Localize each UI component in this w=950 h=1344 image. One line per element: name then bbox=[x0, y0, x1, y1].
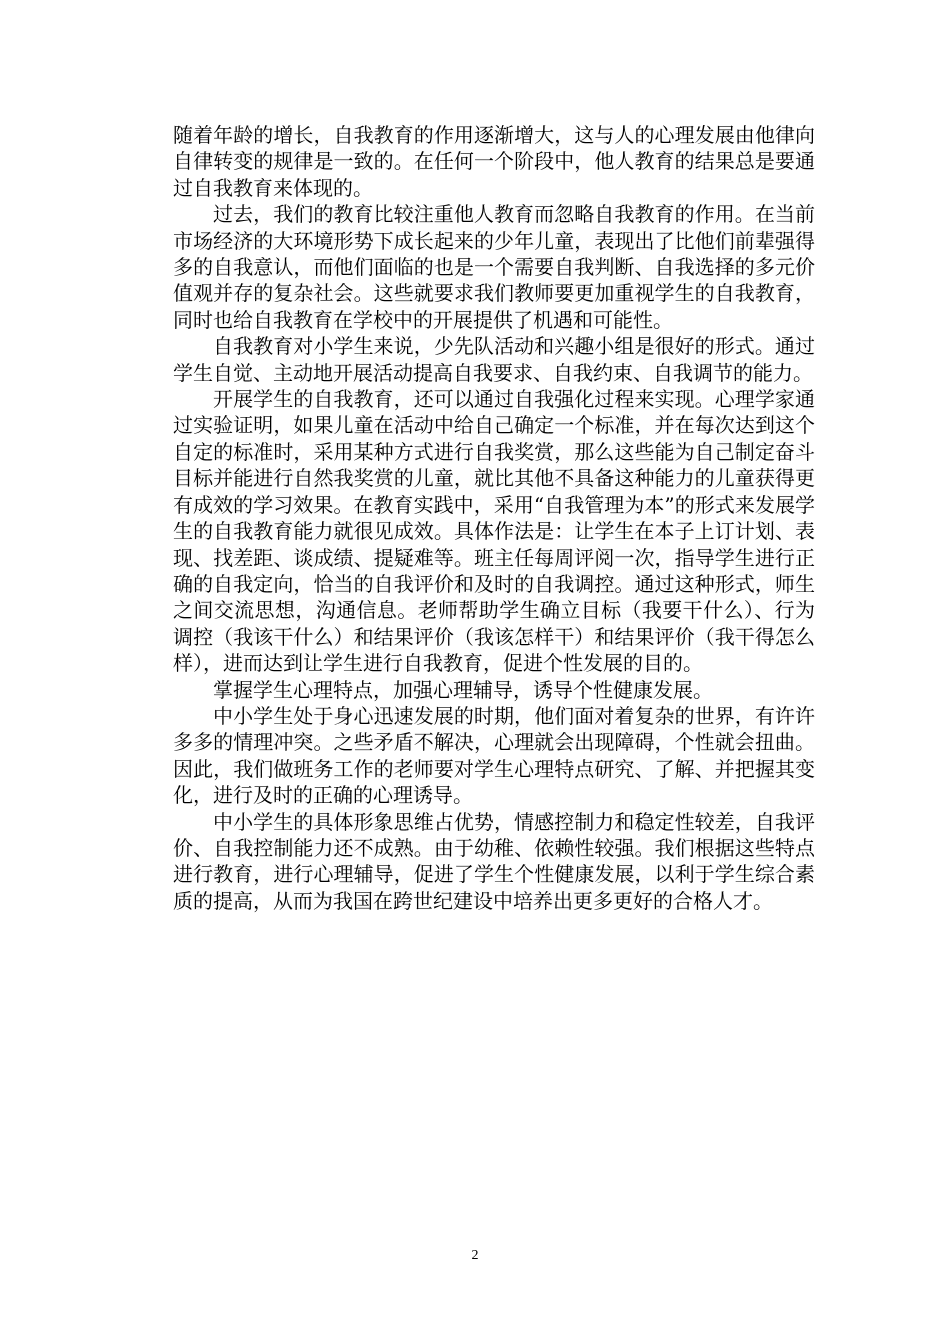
paragraph: 过去，我们的教育比较注重他人教育而忽略自我教育的作用。在当前市场经济的大环境形势下成长起来的少年儿童，表现出了比他们前辈强得多的自我意认，而他们面临的也是一个需要自我判断、自我选择的多元价值观并存的复杂社会。这些就要求我们教师要更加重视学生的自我教育，同时也给自我教育在学校中的开展提供了机遇和可能性。 bbox=[173, 202, 815, 332]
page-number: 2 bbox=[471, 1248, 479, 1263]
paragraph: 中小学生处于身心迅速发展的时期，他们面对着复杂的世界，有许许多多的情理冲突。之些矛盾不解决，心理就会出现障碍，个性就会扭曲。因此，我们做班务工作的老师要对学生心理特点研究、了解、并把握其变化，进行及时的正确的心理诱导。 bbox=[173, 703, 815, 808]
paragraph: 开展学生的自我教育，还可以通过自我强化过程来实现。心理学家通过实验证明，如果儿童在活动中给自己确定一个标准，并在每次达到这个自定的标准时，采用某种方式进行自我奖赏，那么这些能为自己制定奋斗目标并能进行自然我奖赏的儿童，就比其他不具备这种能力的儿童获得更有成效的学习效果。在教育实践中，采用“自我管理为本”的形式来发展学生的自我教育能力就很见成效。具体作法是：让学生在本子上订计划、表现、找差距、谈成绩、提疑难等。班主任每周评阅一次，指导学生进行正确的自我定向，恰当的自我评价和及时的自我调控。通过这种形式，师生之间交流思想，沟通信息。老师帮助学生确立目标（我要干什么）、行为调控（我该干什么）和结果评价（我该怎样干）和结果评价（我干得怎么样），进而达到让学生进行自我教育，促进个性发展的目的。 bbox=[173, 387, 815, 676]
paragraph: 随着年龄的增长，自我教育的作用逐渐增大，这与人的心理发展由他律向自律转变的规律是一致的。在任何一个阶段中，他人教育的结果总是要通过自我教育来体现的。 bbox=[173, 123, 815, 200]
section-heading: 掌握学生心理特点，加强心理辅导，诱导个性健康发展。 bbox=[213, 677, 713, 702]
paragraph: 中小学生的具体形象思维占优势，情感控制力和稳定性较差，自我评价、自我控制能力还不成熟。由于幼稚、依赖性较强。我们根据这些特点进行教育，进行心理辅导，促进了学生个性健康发展，以利于学生综合素质的提高，从而为我国在跨世纪建设中培养出更多更好的合格人才。 bbox=[173, 809, 815, 913]
paragraph: 自我教育对小学生来说，少先队活动和兴趣小组是很好的形式。通过学生自觉、主动地开展活动提高自我要求、自我约束、自我调节的能力。 bbox=[173, 334, 815, 385]
body-text bbox=[173, 122, 815, 914]
